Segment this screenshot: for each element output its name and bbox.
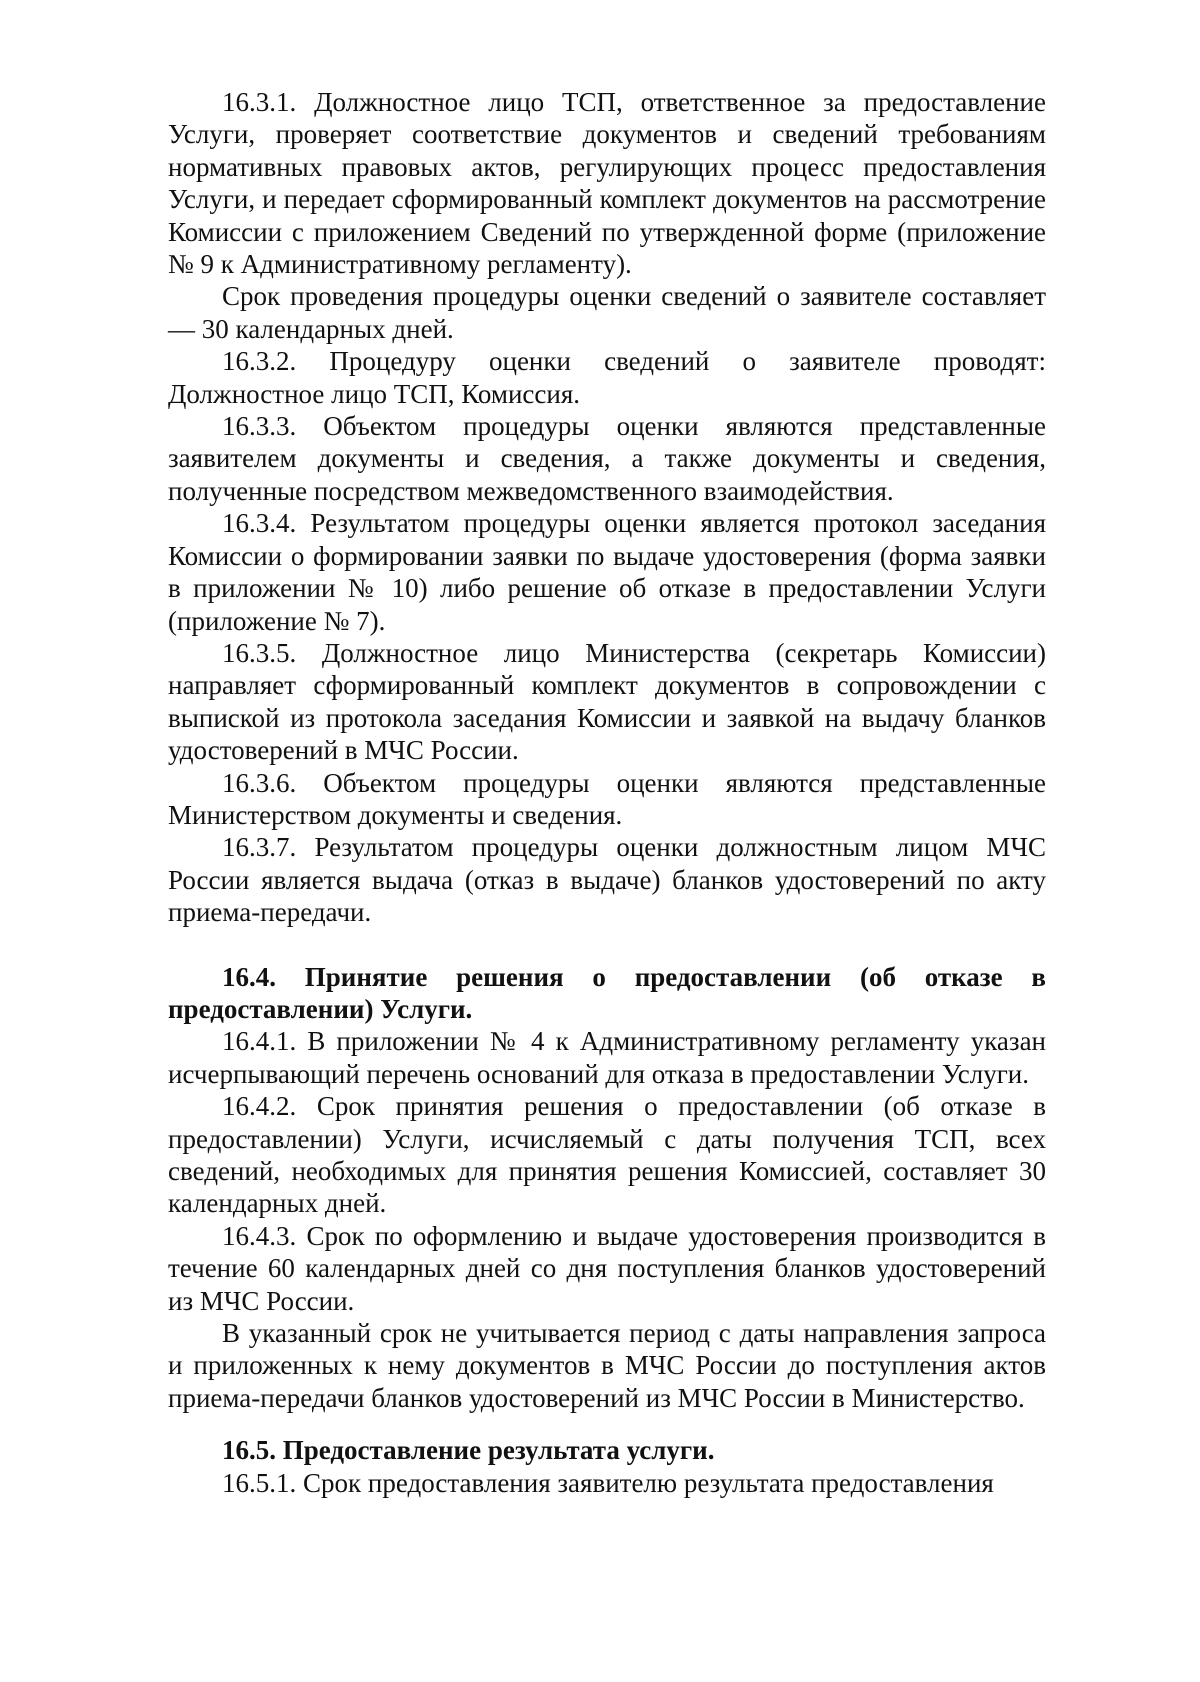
paragraph-assessment-period: Срок проведения процедуры оценки сведений о заявителе составляет — 30 календарных дней. — [168, 281, 1046, 344]
paragraph-16-3-6: 16.3.6. Объектом процедуры оценки являются представленные Министерством документы и сведения. — [168, 767, 1046, 830]
document-page — [168, 86, 1046, 1499]
heading-16-4: 16.4. Принятие решения о предоставлении (об отказе в предоставлении) Услуги. — [168, 961, 1046, 1024]
paragraph-16-3-7: 16.3.7. Результатом процедуры оценки должностным лицом МЧС России является выдача (отказ в выдаче) бланков удостоверений по акту приема-передачи. — [168, 832, 1046, 928]
paragraph-16-4-2: 16.4.2. Срок принятия решения о предоставлении (об отказе в предоставлении) Услуги, исчисляемый с даты получения ТСП, всех сведений, необходимых для принятия решения Комиссией, составляет 30 календарных дней. — [168, 1091, 1046, 1219]
paragraph-16-4-3: 16.4.3. Срок по оформлению и выдаче удостоверения производится в течение 60 календарных дней со дня поступления бланков удостоверений из МЧС России. — [168, 1220, 1046, 1316]
paragraph-16-5-1: 16.5.1. Срок предоставления заявителю результата предоставления — [222, 1467, 994, 1498]
paragraph-16-3-1: 16.3.1. Должностное лицо ТСП, ответственное за предоставление Услуги, проверяет соответствие документов и сведений требованиям нормативных правовых актов, регулирующих процесс предоставления Услуги, и передает сформированный комплект документов на рассмотрение Комиссии с приложением Сведений по утвержденной форме (приложение № 9 к Административному регламенту). — [168, 87, 1046, 280]
paragraph-16-4-1: 16.4.1. В приложении № 4 к Административному регламенту указан исчерпывающий перечень оснований для отказа в предоставлении Услуги. — [168, 1026, 1046, 1089]
paragraph-16-3-4: 16.3.4. Результатом процедуры оценки является протокол заседания Комиссии о формировании заявки по выдаче удостоверения (форма заявки в приложении № 10) либо решение об отказе в предоставлении Услуги (приложение № 7). — [168, 508, 1046, 636]
paragraph-period-exclusion: В указанный срок не учитывается период с даты направления запроса и приложенных к нему документов в МЧС России до поступления актов приема-передачи бланков удостоверений из МЧС России в Министерство. — [168, 1318, 1046, 1413]
paragraph-16-3-2: 16.3.2. Процедуру оценки сведений о заявителе проводят: Должностное лицо ТСП, Комиссия. — [168, 346, 1046, 409]
paragraph-16-3-5: 16.3.5. Должностное лицо Министерства (секретарь Комиссии) направляет сформированный комплект документов в сопровождении с выпиской из протокола заседания Комиссии и заявкой на выдачу бланков удостоверений в МЧС России. — [168, 637, 1046, 766]
section-spacer — [168, 1414, 1046, 1434]
heading-16-5: 16.5. Предоставление результата услуги. — [222, 1435, 715, 1466]
section-spacer — [168, 929, 1046, 961]
paragraph-16-3-3: 16.3.3. Объектом процедуры оценки являются представленные заявителем документы и сведения, а также документы и сведения, полученные посредством межведомственного взаимодействия. — [168, 411, 1046, 506]
